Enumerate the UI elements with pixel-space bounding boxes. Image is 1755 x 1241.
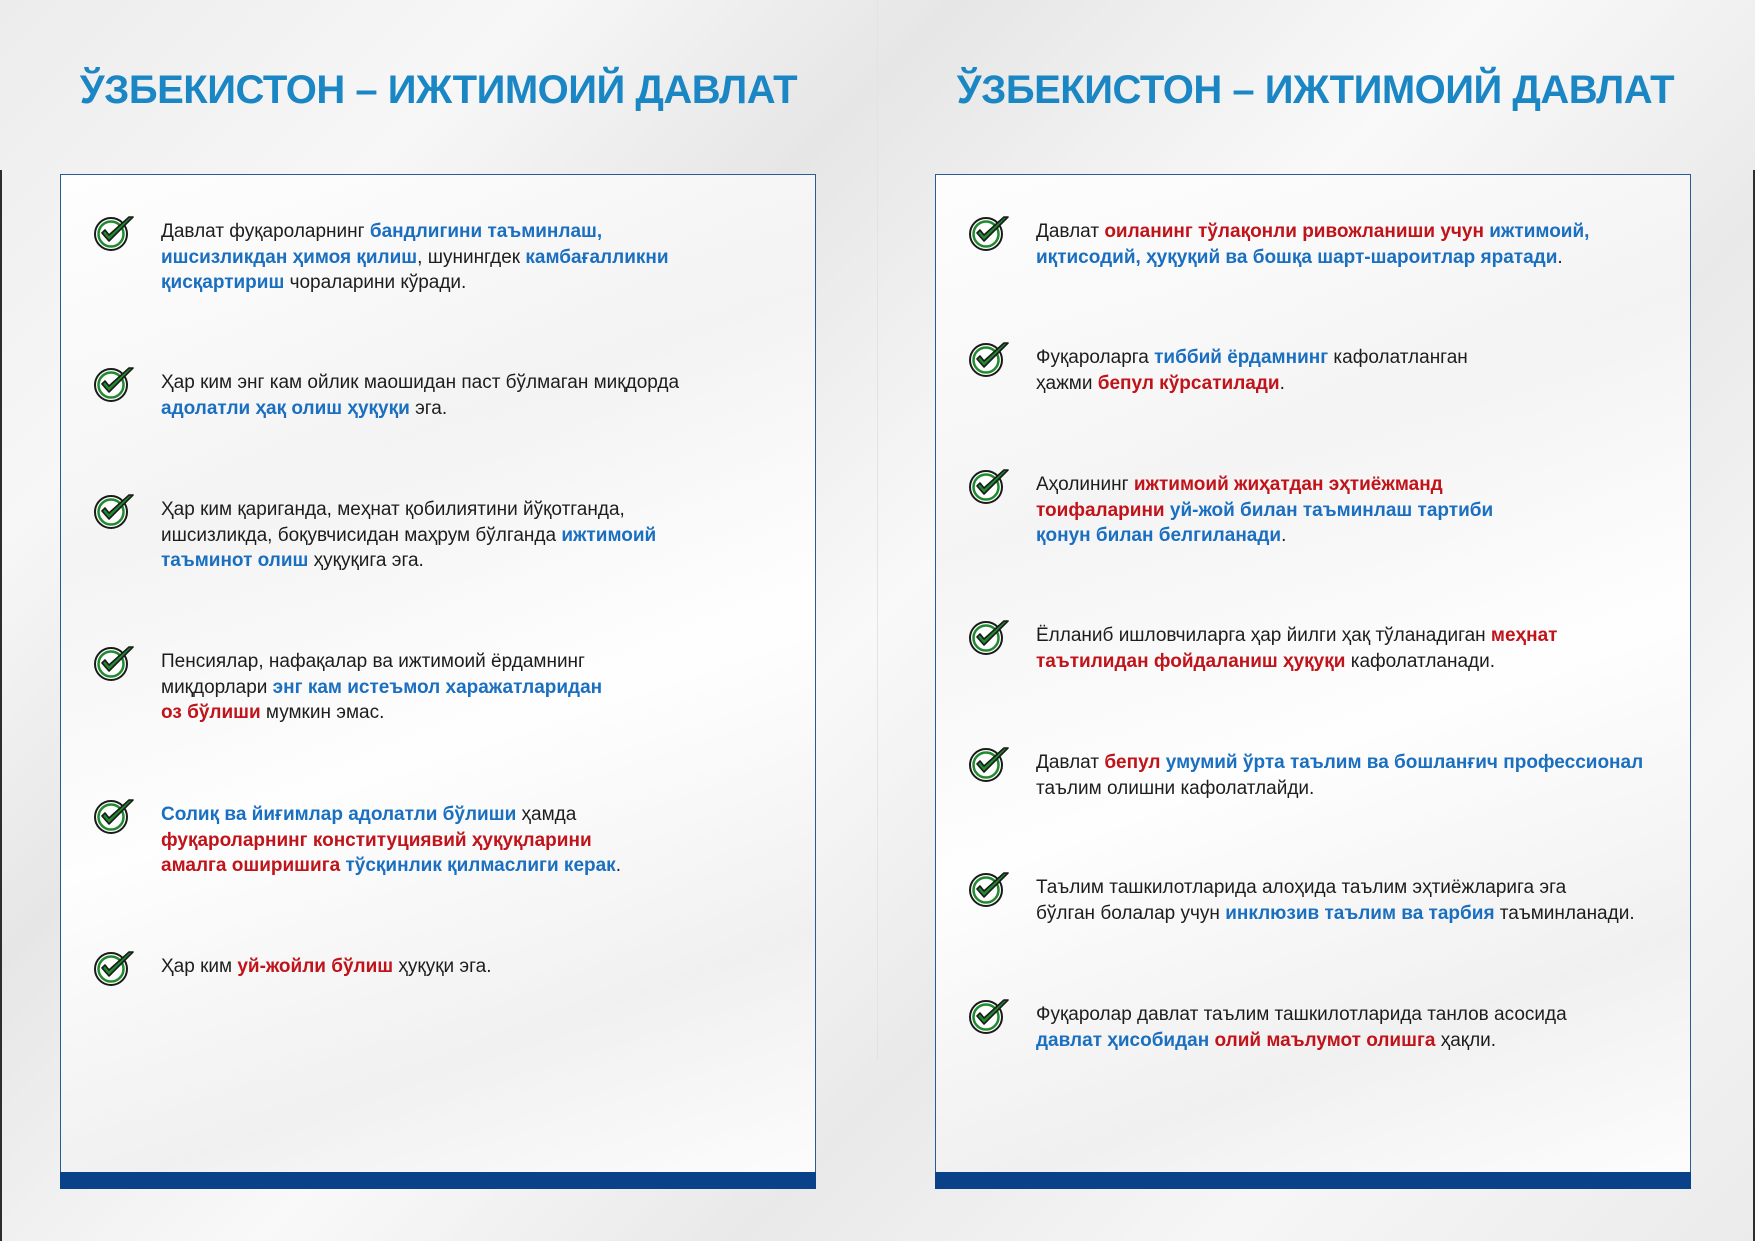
highlight-blue: таъминот олиш (161, 550, 309, 571)
highlight-blue: қисқартириш (161, 272, 285, 293)
item-text (1036, 1002, 1650, 1053)
text-line (1036, 649, 1650, 675)
highlight-red: бепул (1104, 752, 1161, 773)
text-segment: Ёлланиб ишловчиларга ҳар йилги ҳақ тўланадиган (1036, 625, 1491, 646)
text-segment: , шунингдек (417, 246, 526, 268)
checkmark-circle-icon (968, 617, 1012, 657)
text-line (1036, 472, 1650, 498)
item-text (161, 954, 775, 980)
checkmark-circle-icon (93, 491, 137, 531)
text-segment: Фуқароларга (1036, 347, 1155, 368)
text-line (161, 649, 775, 675)
highlight-red: бепул кўрсатилади (1097, 372, 1280, 394)
highlight-blue: уй-жой билан таъминлаш тартиби (1164, 499, 1494, 521)
page-title: ЎЗБЕКИСТОН – ИЖТИМОИЙ ДАВЛАТ (956, 68, 1675, 112)
checkmark-circle-icon (93, 364, 137, 404)
text-line (1036, 901, 1650, 927)
highlight-red: тоифаларини (1036, 499, 1165, 521)
highlight-blue: Солиқ ва йиғимлар адолатли бўлиши (161, 804, 517, 825)
text-line (1036, 623, 1650, 649)
text-line (161, 497, 775, 523)
checkmark-circle-icon (968, 869, 1012, 909)
page-title: ЎЗБЕКИСТОН – ИЖТИМОИЙ ДАВЛАТ (79, 68, 798, 112)
text-line (161, 675, 775, 701)
highlight-blue: давлат ҳисобидан (1036, 1029, 1210, 1051)
card-footer-bar (935, 1172, 1691, 1189)
text-segment: эга. (409, 397, 448, 419)
text-segment: Фуқаролар давлат таълим ташкилотларида танлов асосида (1036, 1004, 1567, 1025)
text-segment: ҳақли. (1435, 1029, 1497, 1051)
checkmark-circle-icon (93, 213, 137, 253)
text-segment: Ҳар ким (161, 956, 238, 977)
text-line (161, 245, 775, 271)
text-line (161, 828, 775, 854)
content-card (60, 174, 816, 1189)
text-segment: ҳуқуқига эга. (308, 550, 424, 571)
text-segment: . (1279, 372, 1285, 394)
text-line (1036, 875, 1650, 901)
highlight-red: олий маълумот олишга (1209, 1029, 1436, 1051)
highlight-blue: тиббий ёрдамнинг (1154, 347, 1329, 368)
text-line (1036, 1028, 1650, 1054)
card-footer-bar (60, 1172, 816, 1189)
text-line (1036, 498, 1650, 524)
checkmark-circle-icon (968, 744, 1012, 784)
item-text (161, 219, 775, 296)
text-line (161, 700, 775, 726)
checkmark-circle-icon (93, 643, 137, 683)
highlight-blue: тўсқинлик қилмаслиги керак (340, 855, 616, 876)
text-line (161, 802, 775, 828)
text-segment: Ҳар ким энг кам ойлик маошидан паст бўлмаган миқдорда (161, 372, 680, 393)
highlight-blue: камбағалликни (525, 246, 669, 268)
item-text (161, 802, 775, 879)
left-page (0, 0, 877, 1241)
item-text (1036, 750, 1650, 801)
text-segment: ишсизликда, боқувчисидан маҳрум бўлганда (161, 524, 562, 546)
text-line (1036, 1002, 1650, 1028)
text-segment: . (1557, 246, 1563, 268)
text-segment: ҳамда (516, 804, 577, 825)
text-segment: миқдорлари (161, 676, 273, 698)
text-line (161, 370, 775, 396)
text-line (1036, 776, 1650, 802)
text-line (1036, 523, 1650, 549)
highlight-blue: иқтисодий, ҳуқуқий ва бошқа шарт-шароитлар яратади (1036, 246, 1558, 268)
checkmark-circle-icon (968, 996, 1012, 1036)
highlight-red: оиланинг тўлақонли ривожланиши учун (1104, 221, 1484, 242)
text-line (161, 219, 775, 245)
highlight-blue: ижтимоий, (1483, 221, 1590, 242)
text-segment: таълим олишни кафолатлайди. (1036, 777, 1315, 799)
highlight-red: меҳнат (1490, 625, 1558, 646)
highlight-red: таътилидан фойдаланиш ҳуқуқи (1036, 650, 1346, 672)
highlight-blue: бандлигини таъминлаш, (369, 221, 603, 242)
text-line (161, 853, 775, 879)
text-line (1036, 219, 1650, 245)
highlight-blue: ижтимоий (561, 524, 657, 546)
highlight-blue: энг кам истеъмол харажатларидан (272, 676, 603, 698)
text-segment: кафолатланади. (1345, 650, 1496, 672)
item-text (1036, 875, 1650, 926)
text-segment: Таълим ташкилотларида алоҳида таълим эҳтиёжларига эга (1036, 877, 1567, 898)
item-text (161, 497, 775, 574)
checkmark-circle-icon (968, 339, 1012, 379)
highlight-blue: адолатли ҳақ олиш ҳуқуқи (161, 397, 410, 419)
highlight-blue: қонун билан белгиланади (1036, 525, 1282, 546)
text-segment: таъминланади. (1494, 902, 1635, 924)
item-text (1036, 345, 1650, 396)
right-page (877, 0, 1754, 1241)
text-segment: Давлат (1036, 752, 1105, 773)
text-line (1036, 371, 1650, 397)
item-text (1036, 219, 1650, 270)
item-text (161, 370, 775, 421)
text-segment: Ҳар ким қариганда, меҳнат қобилиятини йўқотганда, (161, 499, 625, 520)
text-line (161, 396, 775, 422)
checkmark-circle-icon (93, 796, 137, 836)
text-line (1036, 750, 1650, 776)
highlight-red: уй-жойли бўлиш (237, 956, 394, 977)
text-segment: чораларини кўради. (284, 272, 467, 293)
text-line (161, 548, 775, 574)
highlight-red: амалга оширишига (161, 855, 341, 876)
item-text (1036, 472, 1650, 549)
checkmark-circle-icon (968, 466, 1012, 506)
highlight-blue: инклюзив таълим ва тарбия (1225, 902, 1495, 924)
text-segment: ҳуқуқи эга. (393, 956, 492, 977)
text-segment: ҳажми (1036, 372, 1098, 394)
text-segment: Давлат (1036, 221, 1105, 242)
highlight-red: ижтимоий жиҳатдан эҳтиёжманд (1133, 474, 1443, 495)
highlight-red: фуқароларнинг конституциявий ҳуқуқларини (161, 829, 592, 851)
text-segment: . (1281, 525, 1287, 546)
text-segment: Давлат фуқароларнинг (161, 221, 370, 242)
text-line (161, 523, 775, 549)
text-segment: . (615, 855, 621, 876)
text-line (1036, 245, 1650, 271)
text-segment: мумкин эмас. (260, 702, 385, 723)
text-segment: Аҳолининг (1036, 474, 1134, 495)
highlight-blue: ишсизликдан ҳимоя қилиш (161, 246, 418, 268)
text-line (161, 270, 775, 296)
highlight-red: оз бўлиши (161, 702, 261, 723)
checkmark-circle-icon (93, 948, 137, 988)
checkmark-circle-icon (968, 213, 1012, 253)
text-line (161, 954, 775, 980)
item-text (1036, 623, 1650, 674)
text-line (1036, 345, 1650, 371)
highlight-blue: умумий ўрта таълим ва бошланғич профессионал (1160, 752, 1644, 773)
text-segment: Пенсиялар, нафақалар ва ижтимоий ёрдамнинг (161, 651, 585, 672)
text-segment: бўлган болалар учун (1036, 902, 1226, 924)
content-card (935, 174, 1691, 1189)
item-text (161, 649, 775, 726)
text-segment: кафолатланган (1328, 347, 1468, 368)
